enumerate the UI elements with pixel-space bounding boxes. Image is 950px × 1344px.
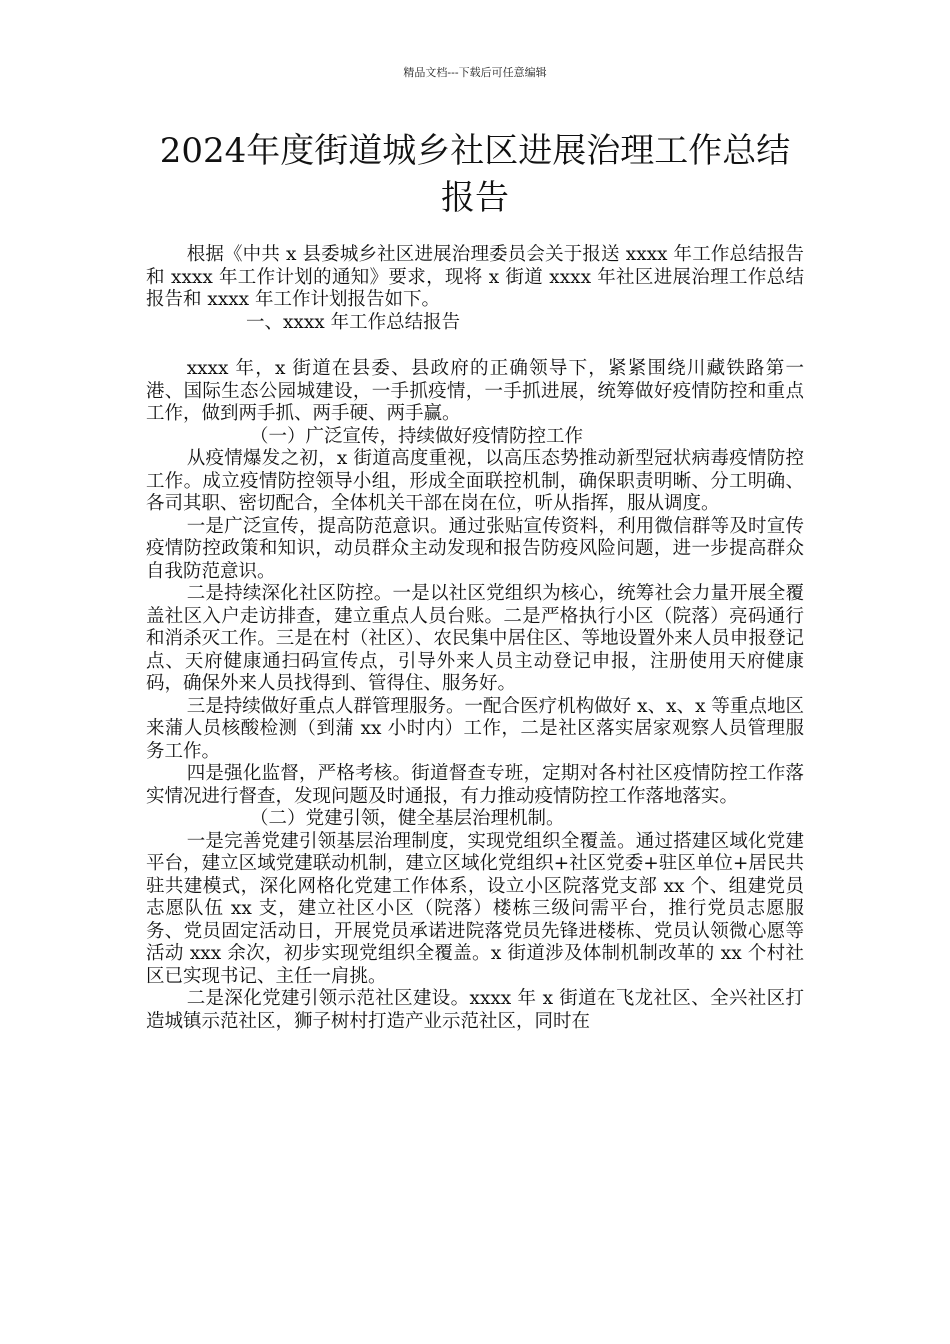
- section-heading-1: 一、xxxx 年工作总结报告: [246, 311, 461, 333]
- body-paragraph: 一是广泛宣传，提高防范意识。通过张贴宣传资料，利用微信群等及时宣传疫情防控政策和知识，动员群众主动发现和报告防疫风险问题，进一步提高群众自我防范意识。: [146, 515, 804, 582]
- subsection-heading-1: （一）广泛宣传，持续做好疫情防控工作: [250, 425, 584, 447]
- body-paragraph: 二是深化党建引领示范社区建设。xxxx 年 x 街道在飞龙社区、全兴社区打造城镇示范社区，狮子树村打造产业示范社区，同时在: [146, 988, 804, 1032]
- body-paragraph: xxxx 年，x 街道在县委、县政府的正确领导下，紧紧围绕川藏铁路第一港、国际生态公园城建设，一手抓疫情，一手抓进展，统筹做好疫情防控和重点工作，做到两手抓、两手硬、两手赢。: [146, 358, 804, 424]
- intro-paragraph: 根据《中共 x 县委城乡社区进展治理委员会关于报送 xxxx 年工作总结报告和 xxxx 年工作计划的通知》要求，现将 x 街道 xxxx 年社区进展治理工作总结报告和 xxxx 年工作计划报告如下。: [146, 244, 804, 310]
- body-paragraph: 四是强化监督，严格考核。街道督查专班，定期对各村社区疫情防控工作落实情况进行督查，发现问题及时通报，有力推动疫情防控工作落地落实。: [146, 763, 804, 807]
- subsection-heading-2: （二）党建引领，健全基层治理机制。: [250, 808, 565, 829]
- body-paragraph: 一是完善党建引领基层治理制度，实现党组织全覆盖。通过搭建区域化党建平台，建立区域党建联动机制，建立区域化党组织+社区党委+驻区单位+居民共驻共建模式，深化网格化党建工作体系，设立小区院落党支部 xx 个、组建党员志愿队伍 xx 支，建立社区小区（院落）楼栋三级问需平台，推行党员志愿服务、党员固定活动日，开展党员承诺进院落党员先锋进楼栋、党员认领微心愿等活动 xxx 余次，初步实现党组织全覆盖。x 街道涉及体制机制改革的 xx 个村社区已实现书记、主任一肩挑。: [146, 830, 804, 987]
- header-note: 精品文档---下载后可任意编辑: [403, 66, 547, 79]
- body-paragraph: 二是持续深化社区防控。一是以社区党组织为核心，统筹社会力量开展全覆盖社区入户走访排查，建立重点人员台账。二是严格执行小区（院落）亮码通行和消杀灭工作。三是在村（社区）、农民集中居住区、等地设置外来人员申报登记点、天府健康通扫码宣传点，引导外来人员主动登记申报，注册使用天府健康码，确保外来人员找得到、管得住、服务好。: [146, 583, 804, 694]
- body-paragraph: 从疫情爆发之初，x 街道高度重视，以高压态势推动新型冠状病毒疫情防控工作。成立疫情防控领导小组，形成全面联控机制，确保职责明晰、分工明确、各司其职、密切配合，全体机关干部在岗在位，听从指挥，服从调度。: [146, 448, 804, 514]
- body-paragraph: 三是持续做好重点人群管理服务。一配合医疗机构做好 x、x、x 等重点地区来蒲人员核酸检测（到蒲 xx 小时内）工作，二是社区落实居家观察人员管理服务工作。: [146, 695, 804, 762]
- document-title: 2024年度街道城乡社区进展治理工作总结报告: [159, 131, 791, 218]
- document-body: [146, 244, 804, 1033]
